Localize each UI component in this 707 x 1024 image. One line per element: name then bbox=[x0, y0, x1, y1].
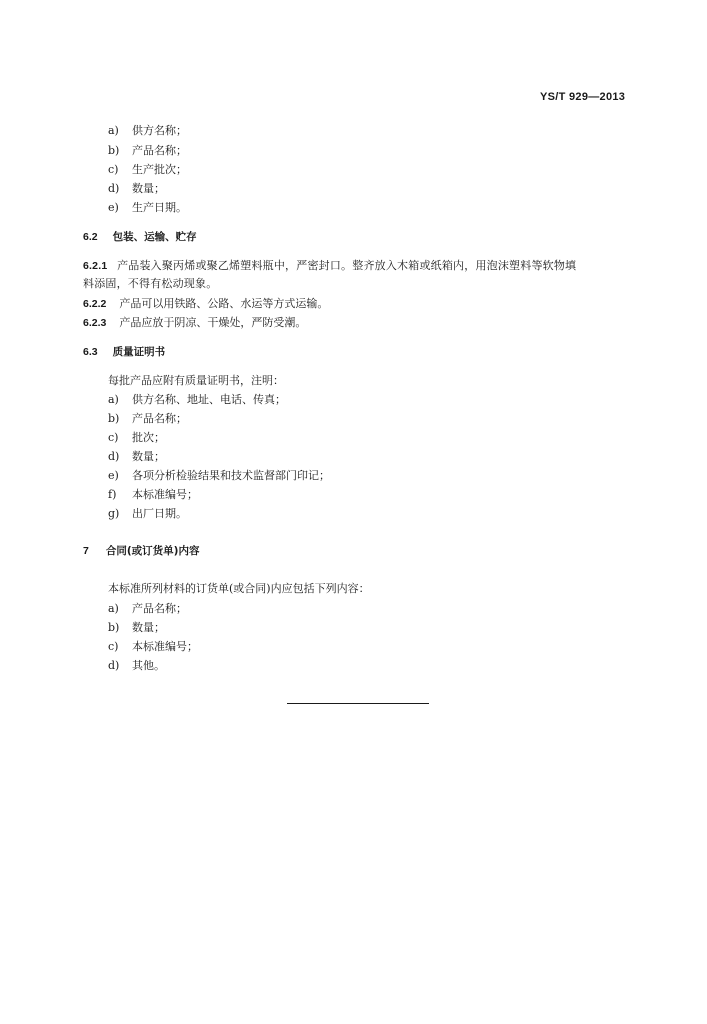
list-item: d) 数量； bbox=[108, 450, 165, 463]
section-heading-6-3: 6.3 质量证明书 bbox=[83, 346, 166, 358]
list-item: a) 供方名称； bbox=[108, 124, 187, 137]
list-item: b) 数量； bbox=[108, 621, 165, 634]
list-item: b) 产品名称； bbox=[108, 412, 187, 425]
clause-6-2-2: 6.2.2 产品可以用铁路、公路、水运等方式运输。 bbox=[83, 297, 329, 310]
list-item: g) 出厂日期。 bbox=[108, 507, 187, 520]
section-heading-7: 7 合同(或订货单)内容 bbox=[83, 545, 200, 557]
list-item: f) 本标准编号； bbox=[108, 488, 198, 501]
list-item: e) 生产日期。 bbox=[108, 201, 187, 214]
list-item: c) 生产批次； bbox=[108, 163, 187, 176]
list-item: a) 产品名称； bbox=[108, 602, 187, 615]
section-6-3-intro: 每批产品应附有质量证明书，注明： bbox=[108, 374, 284, 387]
list-item: c) 本标准编号； bbox=[108, 640, 198, 653]
clause-6-2-3: 6.2.3 产品应放于阴凉、干燥处，严防受潮。 bbox=[83, 316, 307, 329]
list-item: a) 供方名称、地址、电话、传真； bbox=[108, 393, 286, 406]
clause-6-2-1: 6.2.1 产品装入聚丙烯或聚乙烯塑料瓶中，严密封口。整齐放入木箱或纸箱内，用泡沫塑料等软物填 料添固，不得有松动现象。 bbox=[83, 259, 577, 290]
list-item: c) 批次； bbox=[108, 431, 165, 444]
end-of-document-rule bbox=[287, 703, 429, 704]
standard-code: YS/T 929—2013 bbox=[540, 91, 626, 103]
list-item: e) 各项分析检验结果和技术监督部门印记； bbox=[108, 469, 330, 482]
list-item: b) 产品名称； bbox=[108, 144, 187, 157]
section-heading-6-2: 6.2 包装、运输、贮存 bbox=[83, 231, 197, 243]
list-item: d) 数量； bbox=[108, 182, 165, 195]
section-7-intro: 本标准所列材料的订货单(或合同)内应包括下列内容： bbox=[108, 582, 370, 595]
list-item: d) 其他。 bbox=[108, 659, 165, 672]
